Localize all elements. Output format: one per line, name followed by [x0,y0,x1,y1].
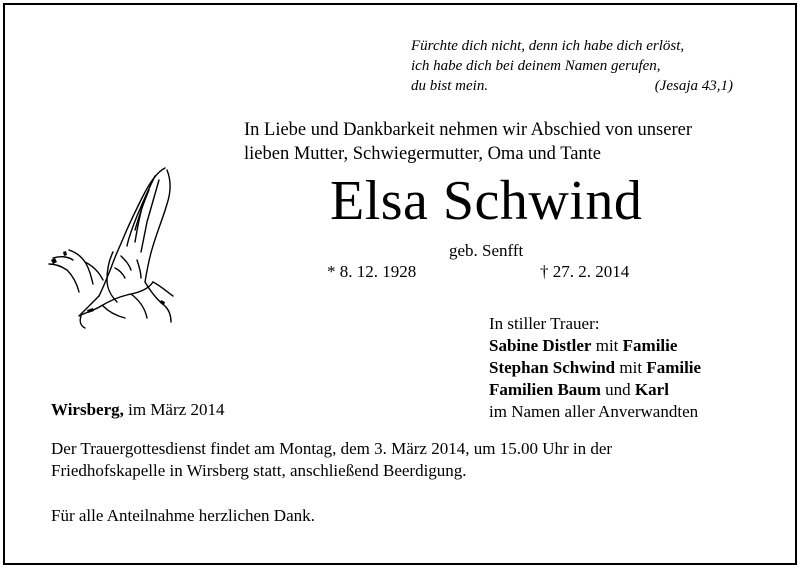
mourner-relation: Karl [634,380,669,399]
mourner-row [489,379,701,401]
mourner-connector: und [600,380,635,399]
place-month: im März 2014 [123,400,225,419]
mourner-connector: mit [591,336,623,355]
service-info [51,438,612,482]
birth-date: * 8. 12. 1928 [327,262,417,281]
quote-line-3-text: du bist mein. [411,78,489,94]
quote-reference: (Jesaja 43,1) [654,78,733,94]
mourners-closing: im Namen aller Anverwandten [489,402,699,421]
mourner-connector: mit [615,358,647,377]
thanks-text: Für alle Anteilnahme herzlichen Dank. [51,506,315,525]
intro-text [244,118,692,166]
birth-name: geb. Senfft [449,241,524,260]
place-town: Wirsberg, [51,400,124,419]
mourner-relation: Familie [622,336,678,355]
intro-line-2: lieben Mutter, Schwiegermutter, Oma und Tante [244,144,602,164]
praying-hands-icon [45,160,180,330]
mourner-relation: Familie [646,358,702,377]
service-line-2: Friedhofskapelle in Wirsberg statt, anschließend Beerdigung. [51,461,467,480]
quote-line-1: Fürchte dich nicht, denn ich habe dich erlöst, [411,38,685,54]
mourners-heading: In stiller Trauer: [489,314,600,333]
mourner-name: Sabine Distler [489,336,592,355]
mourner-name: Familien Baum [489,380,601,399]
mourner-name: Stephan Schwind [489,358,616,377]
place-date [51,399,224,421]
death-date: † 27. 2. 2014 [540,262,630,281]
intro-line-1: In Liebe und Dankbarkeit nehmen wir Abschied von unserer [244,120,692,140]
mourner-row [489,357,701,379]
bible-quote [411,36,733,96]
mourner-row [489,335,701,357]
service-line-1: Der Trauergottesdienst findet am Montag, dem 3. März 2014, um 15.00 Uhr in der [51,439,613,458]
deceased-name: Elsa Schwind [330,170,643,232]
quote-line-3 [411,76,733,96]
mourners-block [489,313,701,423]
quote-line-2: ich habe dich bei deinem Namen gerufen, [411,58,661,74]
